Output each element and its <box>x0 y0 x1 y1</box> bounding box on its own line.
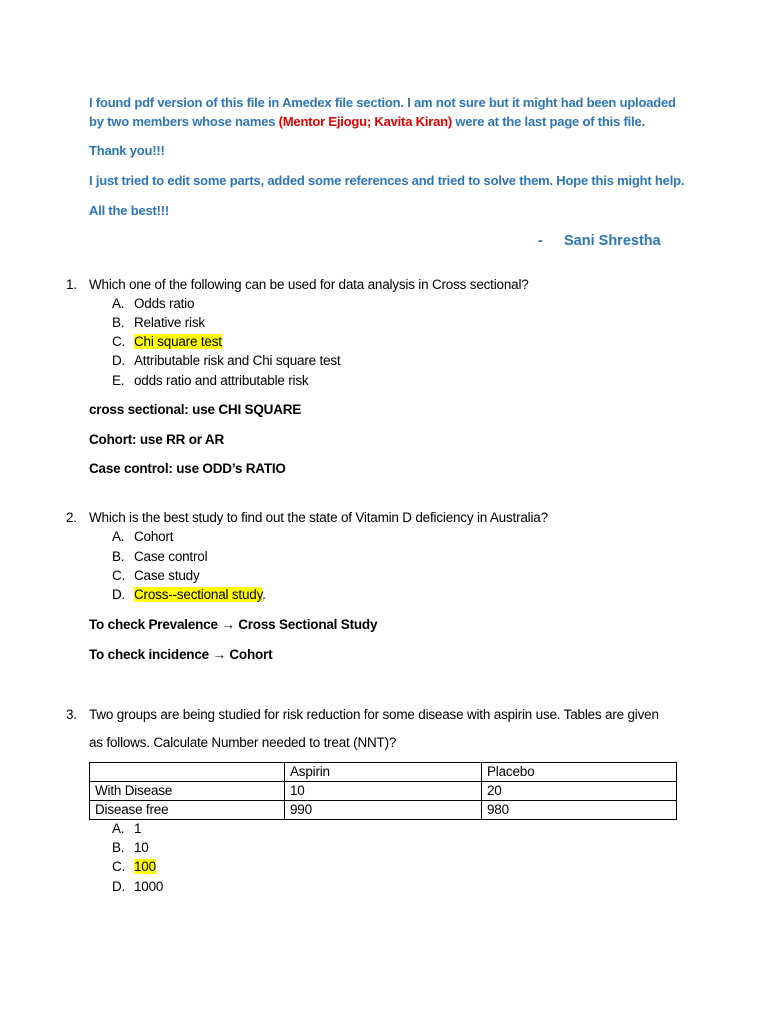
thanks-line: Thank you!!! <box>89 143 165 158</box>
all-best-line: All the best!!! <box>89 203 170 218</box>
q1-option-b <box>112 315 205 330</box>
question-number: 1. <box>66 277 77 292</box>
option-text: odds ratio and attributable risk <box>134 373 309 388</box>
question-3-line-2: as follows. Calculate Number needed to treat (NNT)? <box>89 735 397 750</box>
intro-line-1: I found pdf version of this file in Amedex file section. I am not sure but it might had been uploaded <box>89 95 676 110</box>
question-2 <box>66 510 548 525</box>
q1-note-2: Cohort: use RR or AR <box>89 432 224 447</box>
table-cell: 10 <box>285 782 482 801</box>
table-cell: Disease free <box>90 801 285 820</box>
signature-name: Sani Shrestha <box>564 233 661 249</box>
option-label: A. <box>112 529 125 544</box>
table-row <box>90 782 677 801</box>
q1-note-3: Case control: use ODD’s RATIO <box>89 461 286 476</box>
option-text: Case study <box>134 568 200 583</box>
q2-note-2 <box>89 647 272 662</box>
intro-line-2-prefix: by two members whose names <box>89 114 279 129</box>
question-text: Which is the best study to find out the state of Vitamin D deficiency in Australia? <box>89 510 548 525</box>
table-cell: 20 <box>482 782 677 801</box>
table-header-aspirin: Aspirin <box>285 763 482 782</box>
option-label: B. <box>112 315 125 330</box>
question-3 <box>66 707 659 722</box>
uploader-names: (Mentor Ejiogu; Kavita Kiran) <box>278 114 452 129</box>
q3-option-c <box>112 859 156 874</box>
note-text: To check Prevalence <box>89 617 222 632</box>
option-text: Relative risk <box>134 315 205 330</box>
arrow-right-icon: → <box>221 617 235 632</box>
highlighted-answer: 100 <box>134 859 156 874</box>
option-label: B. <box>112 549 125 564</box>
table-header-row <box>90 763 677 782</box>
table-cell <box>90 763 285 782</box>
option-text: Case control <box>134 549 208 564</box>
question-number: 3. <box>66 707 77 722</box>
option-label: E. <box>112 373 125 388</box>
option-label: D. <box>112 879 126 894</box>
highlighted-answer: Chi square test <box>134 334 222 349</box>
signature <box>538 233 661 249</box>
table-cell: 990 <box>285 801 482 820</box>
table-cell: 980 <box>482 801 677 820</box>
table-row <box>90 801 677 820</box>
question-text: Which one of the following can be used for data analysis in Cross sectional? <box>89 277 529 292</box>
q1-option-d <box>112 353 340 368</box>
arrow-right-icon: → <box>212 647 226 662</box>
q2-option-b <box>112 549 207 564</box>
signature-dash: - <box>538 233 543 249</box>
q2-option-a <box>112 529 173 544</box>
q1-note-1: cross sectional: use CHI SQUARE <box>89 402 302 417</box>
table-header-placebo: Placebo <box>482 763 677 782</box>
q3-option-a <box>112 821 141 836</box>
option-label: C. <box>112 334 126 349</box>
q1-option-a <box>112 296 194 311</box>
q1-option-c <box>112 334 222 349</box>
intro-line-2 <box>89 114 645 129</box>
question-number: 2. <box>66 510 77 525</box>
option-suffix: . <box>262 587 266 602</box>
option-label: C. <box>112 568 126 583</box>
option-text: 1 <box>134 821 142 836</box>
option-text: Attributable risk and Chi square test <box>134 353 341 368</box>
note-text: Cross Sectional Study <box>234 617 378 632</box>
option-text: 10 <box>134 840 149 855</box>
highlighted-answer: Cross--sectional study <box>134 587 263 602</box>
note-text: To check incidence <box>89 647 213 662</box>
table-cell: With Disease <box>90 782 285 801</box>
option-label: B. <box>112 840 125 855</box>
question-1 <box>66 277 529 292</box>
option-label: D. <box>112 353 126 368</box>
q2-note-1 <box>89 617 377 632</box>
q3-option-d <box>112 879 163 894</box>
q2-option-c <box>112 568 200 583</box>
option-label: A. <box>112 296 125 311</box>
q2-option-d <box>112 587 266 602</box>
note-text: Cohort <box>225 647 273 662</box>
option-text: Odds ratio <box>134 296 195 311</box>
intro-line-2-suffix: were at the last page of this file. <box>452 114 645 129</box>
q3-option-b <box>112 840 149 855</box>
edit-note-line: I just tried to edit some parts, added some references and tried to solve them. Hope this might help. <box>89 173 685 188</box>
option-text: Cohort <box>134 529 174 544</box>
option-label: C. <box>112 859 126 874</box>
nnt-table <box>89 762 677 820</box>
q1-option-e <box>112 373 308 388</box>
option-label: D. <box>112 587 126 602</box>
option-text: 1000 <box>134 879 164 894</box>
question-text-line-1: Two groups are being studied for risk reduction for some disease with aspirin use. Tables are given <box>89 707 659 722</box>
option-label: A. <box>112 821 125 836</box>
